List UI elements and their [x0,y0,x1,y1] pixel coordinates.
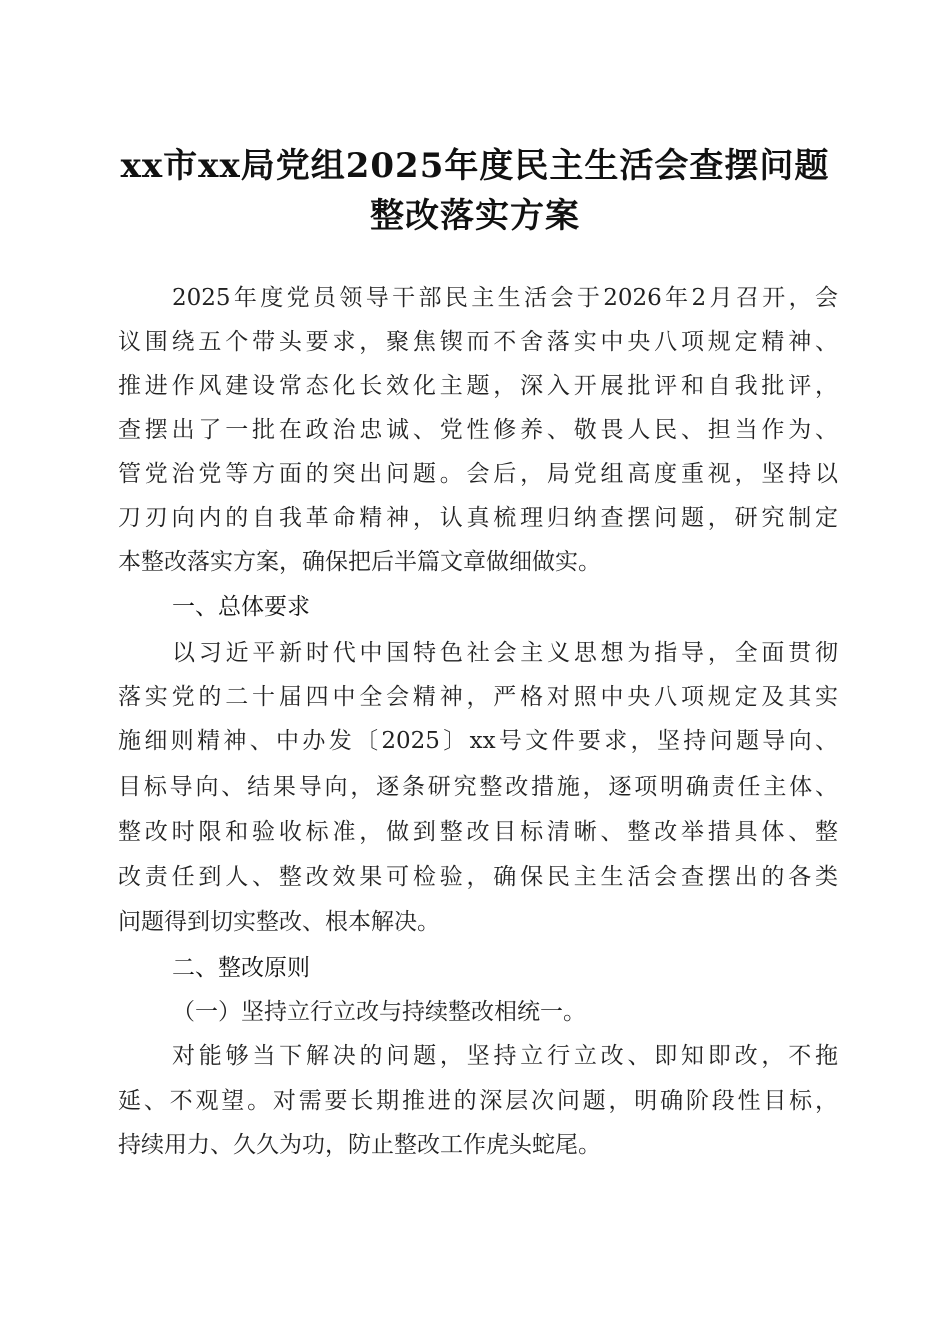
section2-line: 延、不观望。对需要长期推进的深层次问题，明确阶段性目标， [118,1088,838,1114]
intro-line: 本整改落实方案，确保把后半篇文章做细做实。 [118,549,601,575]
section2-subheading: （一）坚持立行立改与持续整改相统一。 [172,999,586,1025]
section1-line: 改责任到人、整改效果可检验，确保民主生活会查摆出的各类 [118,864,838,890]
section1-line: 施细则精神、中办发〔2025〕xx号文件要求，坚持问题导向、 [118,728,838,754]
section1-line: 落实党的二十届四中全会精神，严格对照中央八项规定及其实 [118,684,838,710]
intro-line: 管党治党等方面的突出问题。会后，局党组高度重视，坚持以 [118,461,838,487]
intro-line: 推进作风建设常态化长效化主题，深入开展批评和自我批评， [118,373,838,399]
section2-line: 对能够当下解决的问题，坚持立行立改、即知即改，不拖 [172,1043,838,1069]
section1-line: 目标导向、结果导向，逐条研究整改措施，逐项明确责任主体、 [118,774,838,800]
section1-line: 以习近平新时代中国特色社会主义思想为指导，全面贯彻 [172,640,838,666]
document-title-line1: xx市xx局党组2025年度民主生活会查摆问题 [120,146,830,186]
intro-line: 查摆出了一批在政治忠诚、党性修养、敬畏人民、担当作为、 [118,417,838,443]
section2-heading: 二、整改原则 [172,955,310,981]
section1-line: 整改时限和验收标准，做到整改目标清晰、整改举措具体、整 [118,819,838,845]
intro-line: 议围绕五个带头要求，聚焦锲而不舍落实中央八项规定精神、 [118,329,838,355]
section2-line: 持续用力、久久为功，防止整改工作虎头蛇尾。 [118,1132,601,1158]
section1-heading: 一、总体要求 [172,594,310,620]
intro-line: 刀刃向内的自我革命精神，认真梳理归纳查摆问题，研究制定 [118,505,838,531]
intro-line: 2025年度党员领导干部民主生活会于2026年2月召开，会 [172,285,838,311]
section1-line: 问题得到切实整改、根本解决。 [118,909,440,935]
document-title-line2: 整改落实方案 [370,196,580,236]
